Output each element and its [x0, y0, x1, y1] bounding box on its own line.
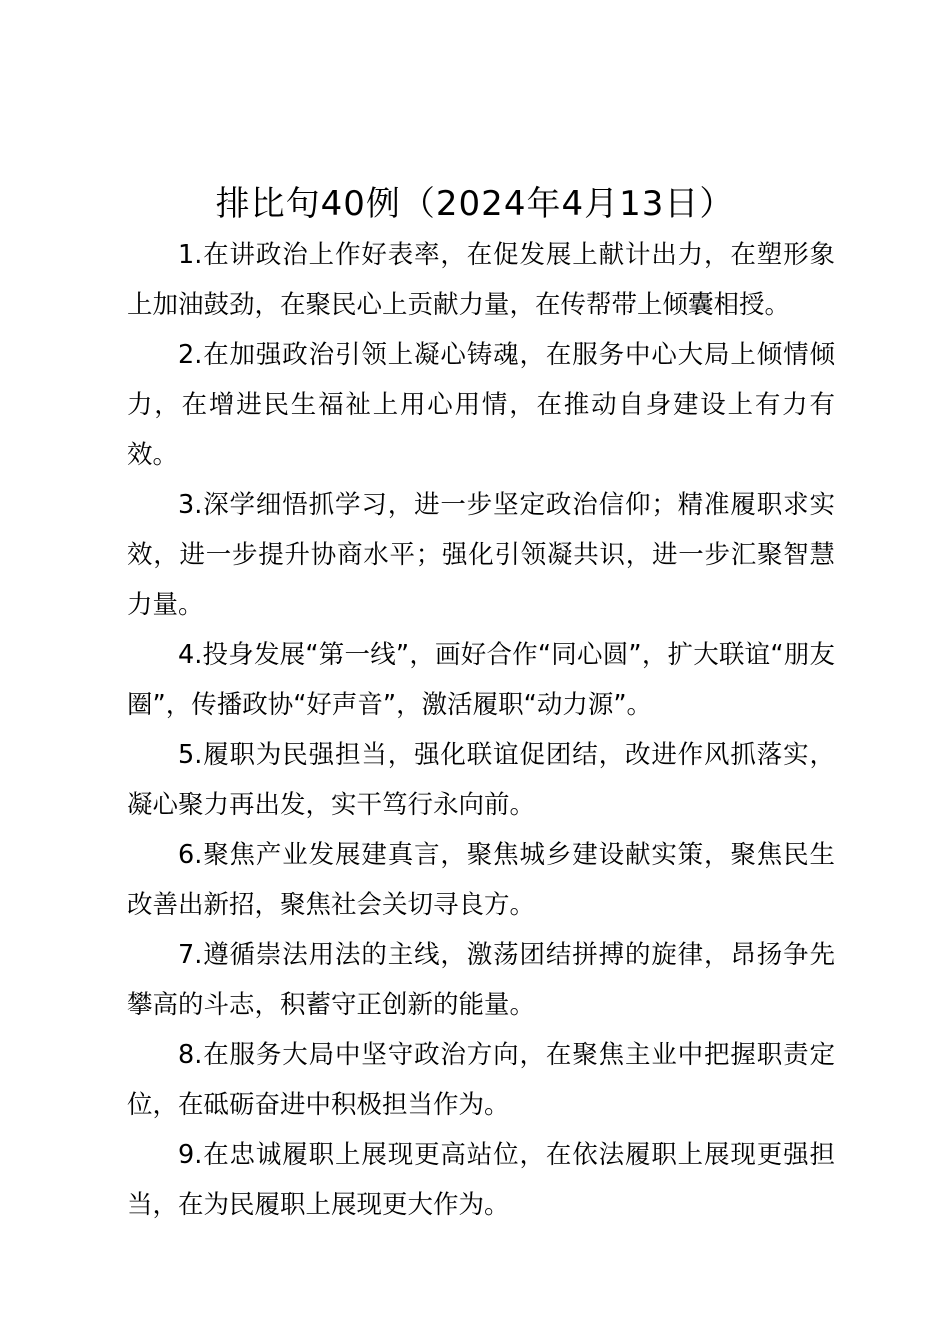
- paragraph-5: 5.履职为民强担当，强化联谊促团结，改进作风抓落实，凝心聚力再出发，实干笃行永向前。: [127, 740, 835, 820]
- paragraph-1: 1.在讲政治上作好表率，在促发展上献计出力，在塑形象上加油鼓劲，在聚民心上贡献力量，在传帮带上倾囊相授。: [127, 240, 835, 320]
- paragraph-3: 3.深学细悟抓学习，进一步坚定政治信仰；精准履职求实效，进一步提升协商水平；强化引领凝共识，进一步汇聚智慧力量。: [127, 490, 835, 620]
- document-title: 排比句40例（2024年4月13日）: [215, 184, 735, 224]
- paragraph-7: 7.遵循崇法用法的主线，激荡团结拼搏的旋律，昂扬争先攀高的斗志，积蓄守正创新的能量。: [127, 940, 835, 1020]
- paragraph-8: 8.在服务大局中坚守政治方向，在聚焦主业中把握职责定位，在砥砺奋进中积极担当作为。: [127, 1040, 835, 1120]
- paragraph-6: 6.聚焦产业发展建真言，聚焦城乡建设献实策，聚焦民生改善出新招，聚焦社会关切寻良方。: [127, 840, 835, 920]
- document-body: [127, 230, 835, 1230]
- paragraph-4: 4.投身发展“第一线”，画好合作“同心圆”，扩大联谊“朋友圈”，传播政协“好声音”，激活履职“动力源”。: [127, 640, 835, 720]
- paragraph-9: 9.在忠诚履职上展现更高站位，在依法履职上展现更强担当，在为民履职上展现更大作为。: [127, 1140, 835, 1220]
- paragraph-2: 2.在加强政治引领上凝心铸魂，在服务中心大局上倾情倾力，在增进民生福祉上用心用情，在推动自身建设上有力有效。: [127, 340, 835, 470]
